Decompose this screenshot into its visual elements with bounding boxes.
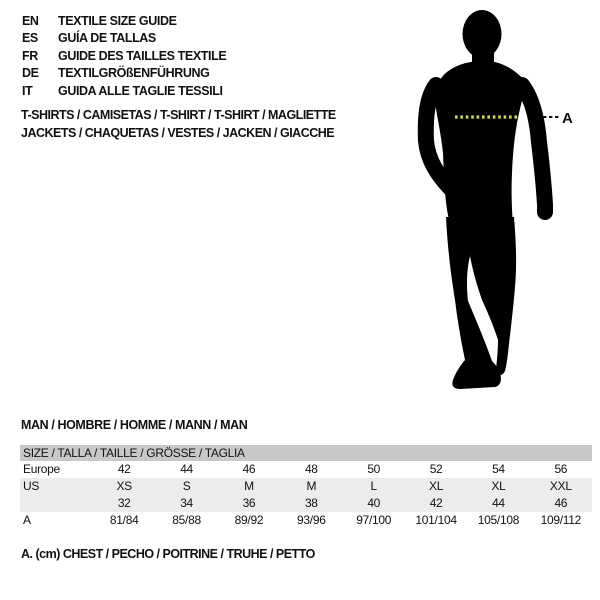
size-value: 54 bbox=[492, 462, 505, 476]
size-value: XL bbox=[491, 479, 506, 493]
size-value: 38 bbox=[304, 496, 318, 510]
size-value: 97/100 bbox=[356, 513, 392, 527]
language-title: GUIDA ALLE TAGLIE TESSILI bbox=[58, 83, 223, 98]
size-value: 40 bbox=[367, 496, 381, 510]
silhouette-right-arm bbox=[522, 85, 545, 212]
table-row bbox=[20, 461, 592, 478]
size-value: 44 bbox=[492, 496, 505, 510]
size-value: 36 bbox=[242, 496, 256, 510]
measurement-footnote: A. (cm) CHEST / PECHO / POITRINE / TRUHE / PETTO bbox=[21, 547, 315, 561]
row-label bbox=[20, 495, 93, 512]
size-value: XS bbox=[116, 479, 132, 493]
size-table bbox=[20, 445, 592, 529]
row-label: A bbox=[23, 513, 31, 527]
size-value: L bbox=[370, 479, 377, 493]
language-code: IT bbox=[22, 83, 33, 98]
size-value: 46 bbox=[554, 496, 568, 510]
language-code: FR bbox=[22, 48, 38, 63]
size-value: 42 bbox=[429, 496, 443, 510]
size-value: 89/92 bbox=[234, 513, 264, 527]
table-row bbox=[20, 495, 592, 512]
size-value: 34 bbox=[180, 496, 193, 510]
size-value: XXL bbox=[549, 479, 572, 493]
size-value: 101/104 bbox=[415, 513, 457, 527]
size-table-header: SIZE / TALLA / TAILLE / GRÖSSE / TAGLIA bbox=[20, 445, 592, 461]
size-value: 48 bbox=[304, 462, 318, 476]
size-value: 52 bbox=[429, 462, 443, 476]
man-silhouette bbox=[435, 10, 528, 389]
language-title: TEXTILGRÖßENFÜHRUNG bbox=[58, 66, 210, 81]
language-row bbox=[22, 82, 226, 100]
size-value: 44 bbox=[180, 462, 193, 476]
category-heading bbox=[21, 106, 336, 142]
table-row bbox=[20, 512, 592, 529]
measure-label-a: A bbox=[562, 110, 573, 127]
measurement-figure bbox=[410, 5, 580, 390]
size-value: M bbox=[244, 479, 254, 493]
size-table-body bbox=[20, 461, 592, 529]
size-value: XL bbox=[429, 479, 444, 493]
language-row bbox=[22, 65, 226, 83]
size-value: 42 bbox=[117, 462, 131, 476]
size-value: 93/96 bbox=[297, 513, 326, 527]
language-title: TEXTILE SIZE GUIDE bbox=[58, 13, 177, 28]
language-row bbox=[22, 30, 226, 48]
size-value: 32 bbox=[117, 496, 131, 510]
language-code: DE bbox=[22, 66, 39, 81]
language-code: EN bbox=[22, 13, 39, 28]
size-value: M bbox=[306, 479, 317, 493]
table-row bbox=[20, 478, 592, 495]
size-value: 81/84 bbox=[109, 513, 139, 527]
gender-heading: MAN / HOMBRE / HOMME / MANN / MAN bbox=[21, 418, 248, 432]
size-value: S bbox=[182, 479, 191, 493]
man-silhouette-svg bbox=[410, 5, 580, 390]
size-value: 50 bbox=[367, 462, 381, 476]
row-label: US bbox=[23, 479, 40, 493]
category-line-tshirts: T-SHIRTS / CAMISETAS / T-SHIRT / T-SHIRT / MAGLIETTE bbox=[21, 108, 336, 122]
language-row bbox=[22, 12, 226, 30]
size-value: 46 bbox=[242, 462, 256, 476]
language-title: GUIDE DES TAILLES TEXTILE bbox=[58, 48, 227, 63]
language-title: GUÍA DE TALLAS bbox=[58, 31, 156, 46]
language-code: ES bbox=[22, 31, 38, 46]
category-line-jackets: JACKETS / CHAQUETAS / VESTES / JACKEN / GIACCHE bbox=[21, 126, 335, 140]
row-label: Europe bbox=[23, 462, 60, 476]
size-value: 56 bbox=[554, 462, 568, 476]
language-list bbox=[22, 12, 226, 100]
size-value: 109/112 bbox=[540, 513, 581, 527]
size-value: 105/108 bbox=[477, 513, 520, 527]
size-value: 85/88 bbox=[172, 513, 201, 527]
language-row bbox=[22, 47, 226, 65]
